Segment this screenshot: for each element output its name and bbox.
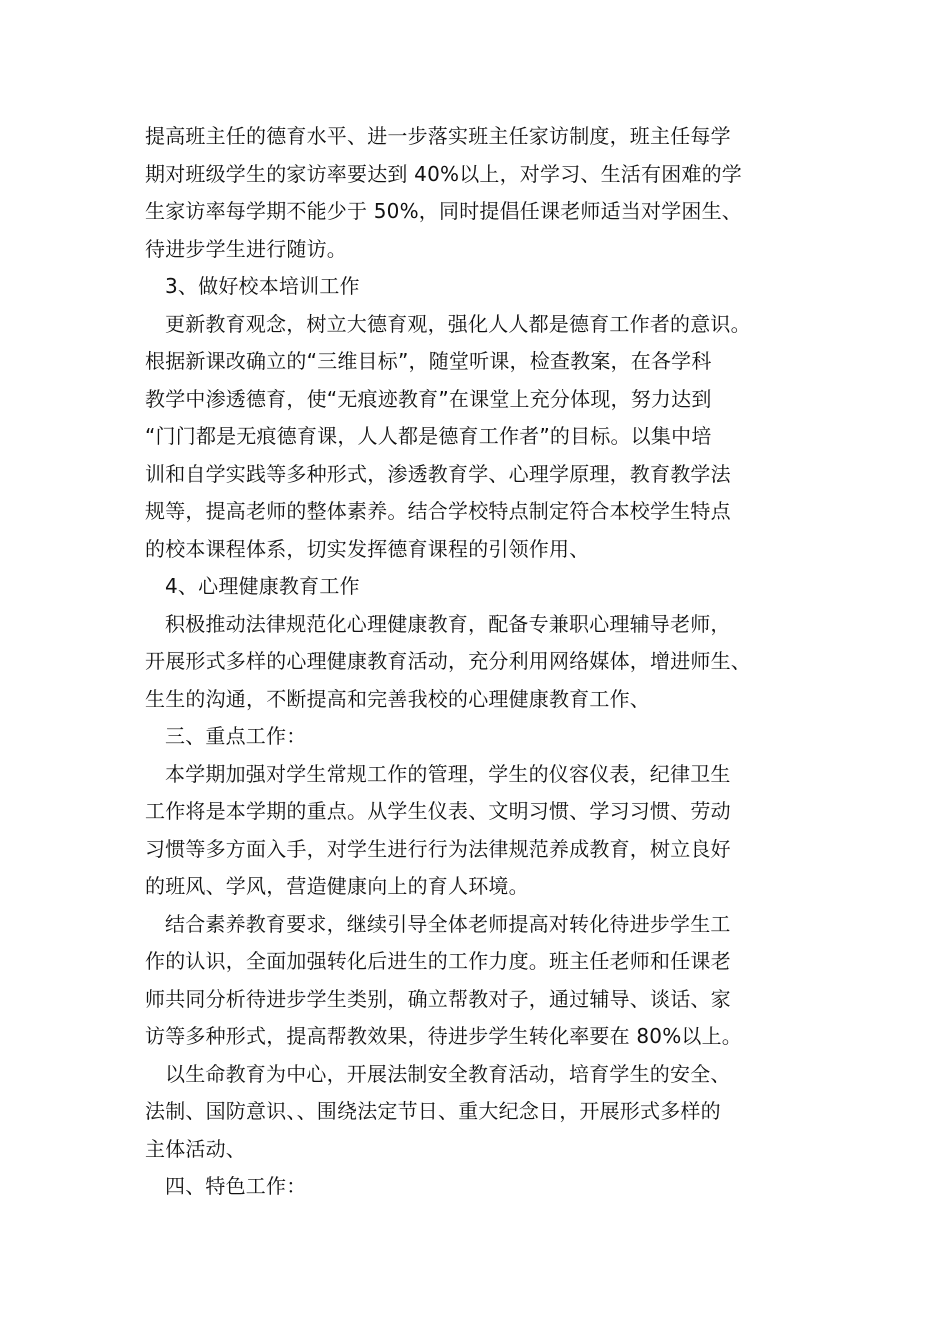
paragraph	[145, 906, 825, 1056]
text-line: 教学中渗透德育，使“无痕迹教育”在课堂上充分体现，努力达到	[145, 386, 712, 411]
text-line: 待进步学生进行随访。	[145, 236, 347, 261]
document-body	[145, 118, 825, 1206]
text-line: 师共同分析待进步学生类别，确立帮教对子，通过辅导、谈话、家	[145, 986, 731, 1011]
text-line: 四、特色工作：	[165, 1174, 307, 1198]
text-line: 作的认识，全面加强转化后进生的工作力度。班主任老师和任课老	[145, 949, 731, 973]
text-line: 训和自学实践等多种形式，渗透教育学、心理学原理，教育教学法	[145, 461, 731, 486]
text-line: 3、做好校本培训工作	[165, 274, 360, 298]
text-line: 的班风、学风，营造健康向上的育人环境。	[145, 874, 529, 898]
text-line: 本学期加强对学生常规工作的管理，学生的仪容仪表，纪律卫生	[165, 761, 731, 786]
text-line: 主体活动、	[145, 1136, 246, 1161]
text-line: 开展形式多样的心理健康教育活动，充分利用网络媒体，增进师生、	[145, 649, 751, 673]
paragraph	[145, 1168, 825, 1206]
paragraph	[145, 606, 825, 719]
text-line: 生家访率每学期不能少于 50%，同时提倡任课老师适当对学困生、	[145, 199, 743, 223]
text-line: 根据新课改确立的“三维目标”，随堂听课，检查教案，在各学科	[145, 349, 712, 373]
text-line: 生生的沟通，不断提高和完善我校的心理健康教育工作、	[145, 686, 650, 711]
paragraph	[145, 306, 825, 569]
text-line: 规等，提高老师的整体素养。结合学校特点制定符合本校学生特点	[145, 499, 731, 523]
text-line: 法制、国防意识、、围绕法定节日、重大纪念日，开展形式多样的	[145, 1099, 721, 1123]
text-line: 期对班级学生的家访率要达到 40%以上，对学习、生活有困难的学	[145, 161, 743, 186]
paragraph	[145, 268, 825, 306]
text-line: 三、重点工作：	[165, 724, 307, 748]
text-line: 习惯等多方面入手，对学生进行行为法律规范养成教育，树立良好	[145, 836, 731, 861]
text-line: 以生命教育为中心，开展法制安全教育活动，培育学生的安全、	[165, 1061, 731, 1086]
text-line: 的校本课程体系，切实发挥德育课程的引领作用、	[145, 536, 590, 561]
paragraph	[145, 1056, 825, 1169]
text-line: 访等多种形式，提高帮教效果，待进步学生转化率要在 80%以上。	[145, 1024, 743, 1048]
paragraph	[145, 756, 825, 906]
paragraph	[145, 118, 825, 268]
text-line: 4、心理健康教育工作	[165, 574, 360, 598]
text-line: 工作将是本学期的重点。从学生仪表、文明习惯、学习习惯、劳动	[145, 799, 731, 823]
text-line: 更新教育观念，树立大德育观，强化人人都是德育工作者的意识。	[165, 311, 751, 336]
text-line: “门门都是无痕德育课，人人都是德育工作者”的目标。以集中培	[145, 424, 712, 448]
text-line: 积极推动法律规范化心理健康教育，配备专兼职心理辅导老师，	[165, 611, 731, 636]
paragraph	[145, 568, 825, 606]
text-line: 提高班主任的德育水平、进一步落实班主任家访制度，班主任每学	[145, 124, 731, 148]
text-line: 结合素养教育要求，继续引导全体老师提高对转化待进步学生工	[165, 911, 731, 936]
paragraph	[145, 718, 825, 756]
